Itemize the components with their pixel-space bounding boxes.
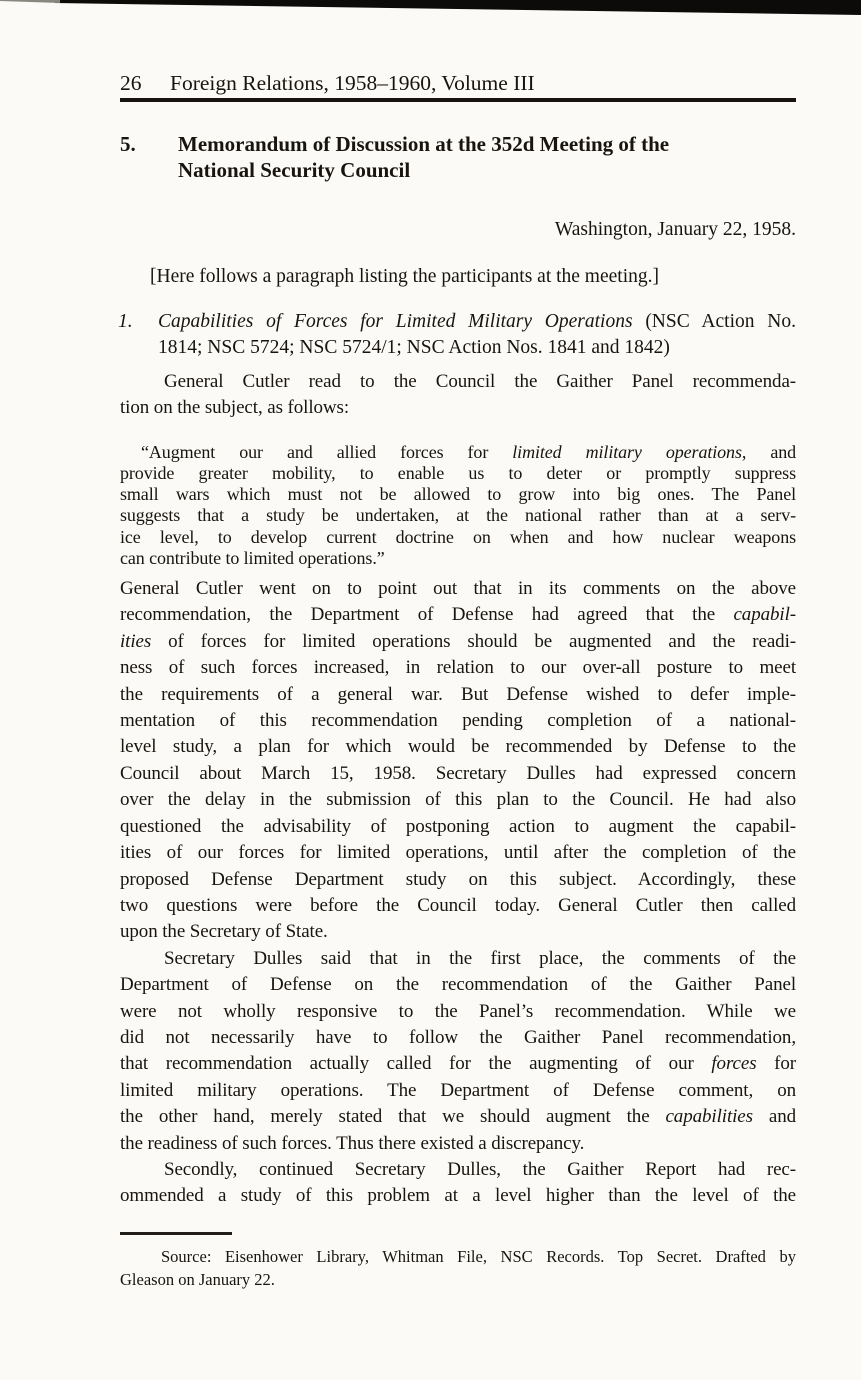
text-line: over the delay in the submission of this plan to the Council. He had also [120, 789, 796, 811]
text-line: ice level, to develop current doctrine on when and how nuclear weapons [120, 526, 796, 547]
paragraph-cutler-intro [120, 369, 796, 422]
text-line: the requirements of a general war. But Defense wished to defer imple- [120, 683, 796, 705]
text-line: Secondly, continued Secretary Dulles, the Gaither Report had rec- [164, 1158, 796, 1180]
text-line: ommended a study of this problem at a level higher than the level of the [120, 1185, 796, 1207]
footnote-rule [120, 1232, 232, 1235]
scan-edge-artifact-tail [0, 0, 60, 3]
gaither-panel-quote [120, 442, 796, 569]
text-line: did not necessarily have to follow the Gaither Panel recommendation, [120, 1026, 796, 1048]
text-line: small wars which must not be allowed to grow into big ones. The Panel [120, 484, 796, 505]
agenda-item-number: 1. [118, 311, 133, 332]
text-line: General Cutler read to the Council the Gaither Panel recommenda- [164, 371, 796, 392]
page-number: 26 [120, 71, 142, 95]
text-line: Department of Defense on the recommendation of the Gaither Panel [120, 974, 796, 996]
text-line: mentation of this recommendation pending completion of a national- [120, 710, 796, 732]
running-header [120, 70, 796, 96]
document-heading [120, 132, 820, 183]
document-title [178, 132, 669, 183]
text-line: upon the Secretary of State. [120, 921, 328, 943]
document-number: 5. [120, 132, 136, 156]
source-footnote [120, 1246, 796, 1291]
text-line: the other hand, merely stated that we should augment the capabilities and [120, 1106, 796, 1128]
text-line: can contribute to limited operations.” [120, 547, 385, 568]
text-line: Gleason on January 22. [120, 1269, 275, 1289]
text-line: Capabilities of Forces for Limited Military Operations (NSC Action No. [158, 311, 796, 332]
document-body [120, 369, 796, 1210]
text-line: National Security Council [178, 157, 411, 182]
text-line: the readiness of such forces. Thus there existed a discrepancy. [120, 1132, 585, 1154]
editorial-bracket-note: [Here follows a paragraph listing the participants at the meeting.] [150, 266, 659, 287]
text-line: tion on the subject, as follows: [120, 397, 349, 419]
scan-edge-artifact [0, 0, 861, 16]
paragraph-dulles-first [120, 946, 796, 1157]
text-line: General Cutler went on to point out that in its comments on the above [120, 578, 796, 600]
text-line: proposed Defense Department study on this subject. Accordingly, these [120, 868, 796, 890]
agenda-item-1 [118, 309, 796, 360]
paragraph-dulles-second [120, 1157, 796, 1210]
text-line: “Augment our and allied forces for limited military operations, and [141, 441, 797, 462]
text-line: recommendation, the Department of Defense had agreed that the capabil- [120, 604, 796, 626]
text-line: two questions were before the Council today. General Cutler then called [120, 894, 796, 916]
text-line: limited military operations. The Department of Defense comment, on [120, 1079, 796, 1101]
text-line: questioned the advisability of postponing action to augment the capabil- [120, 815, 796, 837]
text-line: ities of forces for limited operations should be augmented and the readi- [120, 630, 796, 652]
paragraph-cutler-comments [120, 576, 796, 946]
agenda-item-title [158, 309, 796, 360]
text-line: Secretary Dulles said that in the first place, the comments of the [164, 947, 796, 969]
text-line: level study, a plan for which would be recommended by Defense to the [120, 736, 796, 758]
text-line: ness of such forces increased, in relation to our over-all posture to meet [120, 657, 796, 679]
text-line: provide greater mobility, to enable us to deter or promptly suppress [120, 463, 796, 484]
text-line: that recommendation actually called for the augmenting of our forces for [120, 1053, 796, 1075]
text-line: Memorandum of Discussion at the 352d Meeting of the [178, 132, 670, 156]
text-line: ities of our forces for limited operations, until after the completion of the [120, 842, 796, 864]
dateline: Washington, January 22, 1958. [554, 219, 796, 240]
text-line: suggests that a study be undertaken, at the national rather than at a serv- [120, 505, 796, 526]
text-line: were not wholly responsive to the Panel’s recommendation. While we [120, 1000, 796, 1022]
running-title: Foreign Relations, 1958–1960, Volume III [170, 71, 535, 95]
text-line: Council about March 15, 1958. Secretary Dulles had expressed concern [120, 762, 796, 784]
text-line: 1814; NSC 5724; NSC 5724/1; NSC Action Nos. 1841 and 1842) [158, 336, 670, 358]
text-line: Source: Eisenhower Library, Whitman File, NSC Records. Top Secret. Drafted by [161, 1247, 796, 1266]
header-rule [120, 98, 796, 102]
